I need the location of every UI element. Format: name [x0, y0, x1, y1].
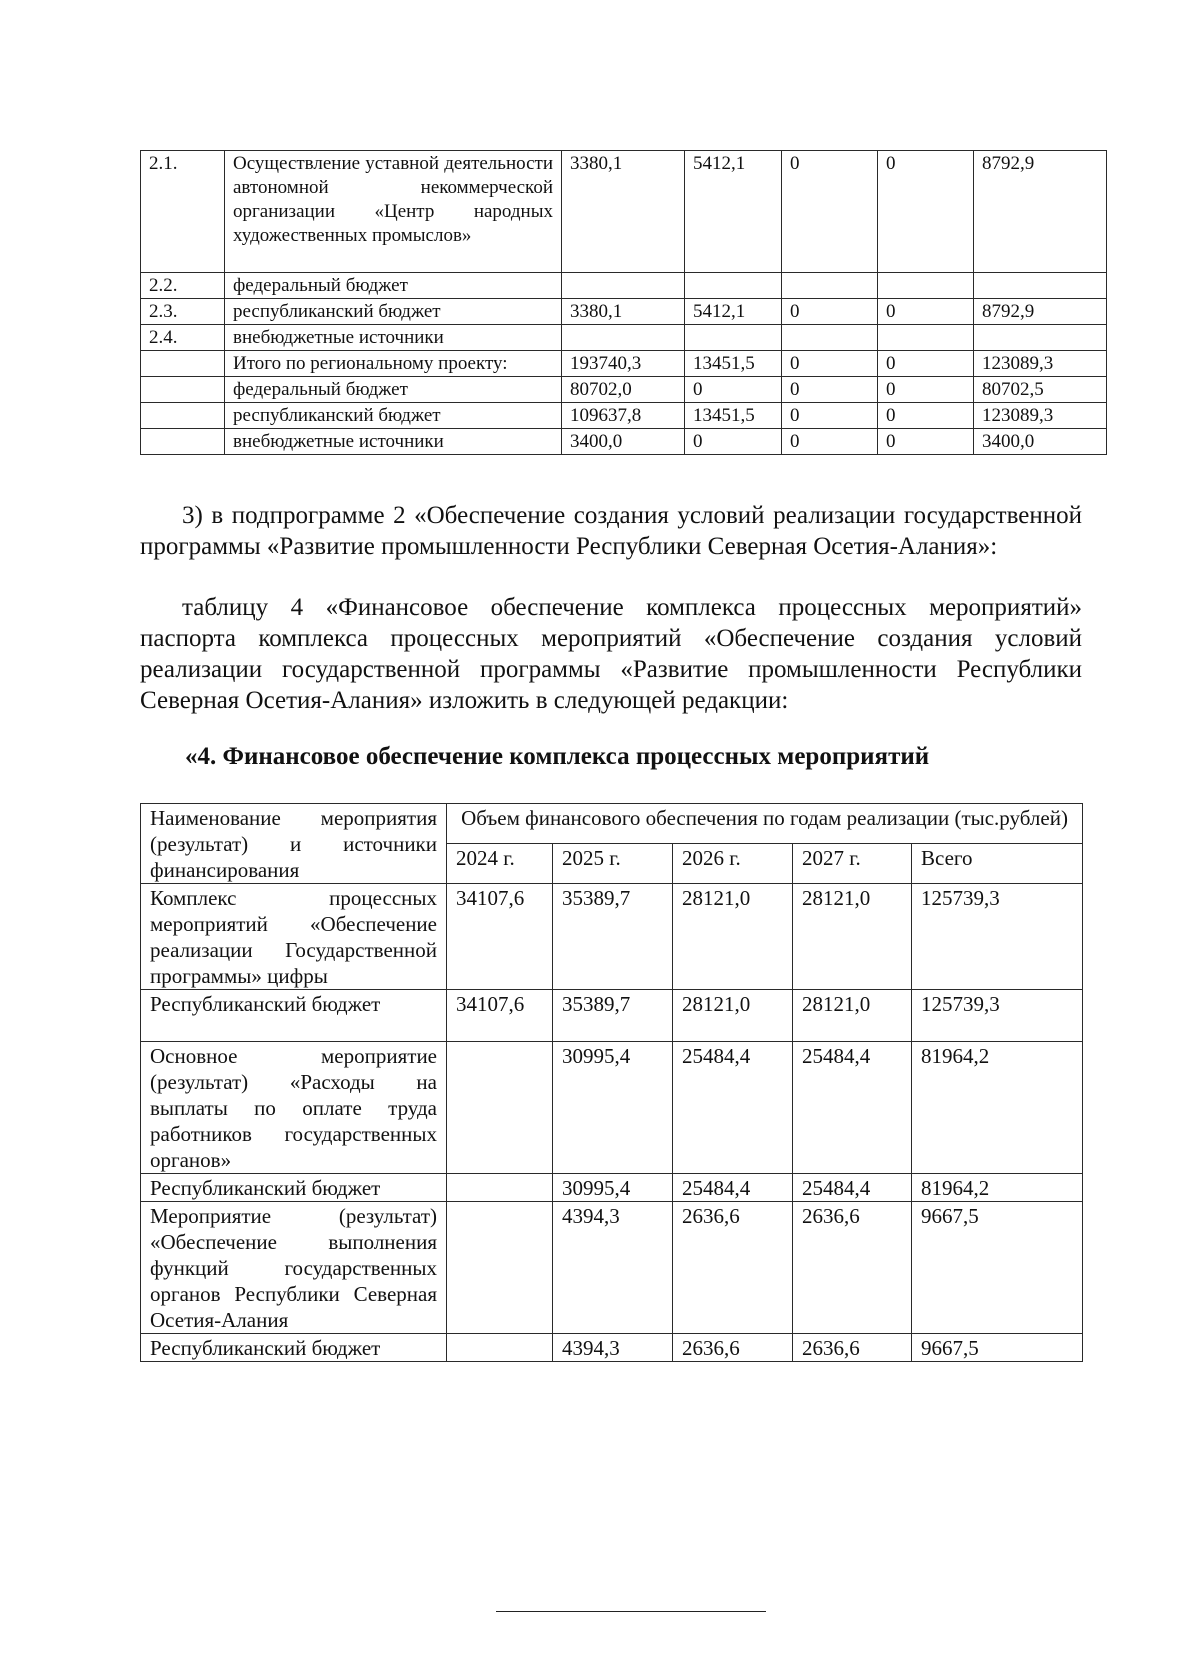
value-cell: 5412,1 [685, 299, 782, 325]
table-row [141, 884, 1083, 990]
value-cell: 25484,4 [793, 1042, 912, 1174]
value-cell: 109637,8 [562, 403, 685, 429]
row-number: 2.4. [141, 325, 225, 351]
value-cell [447, 1042, 553, 1174]
row-number [141, 403, 225, 429]
value-cell: 193740,3 [562, 351, 685, 377]
table-row [141, 1334, 1083, 1362]
value-cell: 81964,2 [912, 1174, 1083, 1202]
value-cell: 28121,0 [673, 990, 793, 1042]
value-cell: 0 [685, 377, 782, 403]
row-number [141, 377, 225, 403]
value-cell [878, 273, 974, 299]
table-row [141, 429, 1107, 455]
value-cell: 0 [878, 403, 974, 429]
funding-source: Республиканский бюджет [141, 1174, 447, 1202]
value-cell: 3380,1 [562, 299, 685, 325]
row-name: Осуществление уставной деятельности автономной некоммерческой организации «Центр народных художественных промыслов» [225, 151, 562, 273]
table-row [141, 377, 1107, 403]
activity-name: Комплекс процессных мероприятий «Обеспечение реализации Государственной программы» цифры [141, 884, 447, 990]
value-cell [562, 273, 685, 299]
value-cell: 0 [782, 351, 878, 377]
value-cell [447, 1174, 553, 1202]
table-row [141, 990, 1083, 1042]
table-row [141, 1202, 1083, 1334]
row-number: 2.1. [141, 151, 225, 273]
value-cell: 125739,3 [912, 884, 1083, 990]
value-cell: 2636,6 [793, 1202, 912, 1334]
value-cell: 3400,0 [974, 429, 1107, 455]
value-cell: 25484,4 [793, 1174, 912, 1202]
value-cell: 80702,5 [974, 377, 1107, 403]
value-cell [447, 1202, 553, 1334]
value-cell: 0 [782, 151, 878, 273]
value-cell [447, 1334, 553, 1362]
footer-divider [496, 1611, 766, 1612]
value-cell: 8792,9 [974, 151, 1107, 273]
value-cell: 9667,5 [912, 1202, 1083, 1334]
value-cell: 28121,0 [793, 884, 912, 990]
funding-source: Республиканский бюджет [141, 1334, 447, 1362]
value-cell: 0 [685, 429, 782, 455]
table-row [141, 151, 1107, 273]
row-name: внебюджетные источники [225, 429, 562, 455]
value-cell: 4394,3 [553, 1202, 673, 1334]
value-cell: 8792,9 [974, 299, 1107, 325]
value-cell [878, 325, 974, 351]
regional-project-table [140, 150, 1107, 455]
value-cell: 2636,6 [673, 1334, 793, 1362]
value-cell: 35389,7 [553, 884, 673, 990]
table-row [141, 1174, 1083, 1202]
value-cell: 123089,3 [974, 403, 1107, 429]
table-row [141, 273, 1107, 299]
amendment-paragraph-table4: таблицу 4 «Финансовое обеспечение комплекса процессных мероприятий» паспорта комплекса процессных мероприятий «Обеспечение создания условий реализации государственной программы «Развитие промышленности Республики Северная Осетия-Алания» изложить в следующей редакции: [140, 594, 1082, 714]
value-cell: 125739,3 [912, 990, 1083, 1042]
table-header-row [141, 804, 1083, 844]
value-cell: 9667,5 [912, 1334, 1083, 1362]
header-financing-volume: Объем финансового обеспечения по годам реализации (тыс.рублей) [447, 804, 1083, 844]
value-cell: 4394,3 [553, 1334, 673, 1362]
value-cell: 0 [782, 299, 878, 325]
amendment-paragraph-subprogram: 3) в подпрограмме 2 «Обеспечение создания условий реализации государственной программы «Развитие промышленности Республики Северная Осетия-Алания»: [140, 502, 1082, 560]
table-row [141, 351, 1107, 377]
row-number [141, 429, 225, 455]
value-cell: 2636,6 [673, 1202, 793, 1334]
row-name: федеральный бюджет [225, 273, 562, 299]
activity-name: Основное мероприятие (результат) «Расходы на выплаты по оплате труда работников государственных органов» [141, 1042, 447, 1174]
value-cell: 0 [782, 377, 878, 403]
row-name: внебюджетные источники [225, 325, 562, 351]
value-cell: 30995,4 [553, 1042, 673, 1174]
value-cell [685, 273, 782, 299]
value-cell: 0 [782, 429, 878, 455]
value-cell [782, 325, 878, 351]
value-cell: 35389,7 [553, 990, 673, 1042]
value-cell: 34107,6 [447, 990, 553, 1042]
value-cell [685, 325, 782, 351]
value-cell: 81964,2 [912, 1042, 1083, 1174]
value-cell: 123089,3 [974, 351, 1107, 377]
year-header: 2026 г. [673, 844, 793, 884]
row-number: 2.3. [141, 299, 225, 325]
value-cell: 3400,0 [562, 429, 685, 455]
value-cell: 0 [878, 351, 974, 377]
value-cell: 0 [878, 151, 974, 273]
value-cell: 25484,4 [673, 1174, 793, 1202]
value-cell [562, 325, 685, 351]
total-header: Всего [912, 844, 1083, 884]
activity-name: Мероприятие (результат) «Обеспечение выполнения функций государственных органов Республики Северная Осетия-Алания [141, 1202, 447, 1334]
value-cell: 3380,1 [562, 151, 685, 273]
table-row [141, 325, 1107, 351]
value-cell: 0 [878, 299, 974, 325]
value-cell: 13451,5 [685, 403, 782, 429]
row-number: 2.2. [141, 273, 225, 299]
value-cell [782, 273, 878, 299]
value-cell: 0 [878, 429, 974, 455]
value-cell: 34107,6 [447, 884, 553, 990]
year-header: 2027 г. [793, 844, 912, 884]
table-row [141, 403, 1107, 429]
row-number [141, 351, 225, 377]
row-name: республиканский бюджет [225, 299, 562, 325]
year-header: 2024 г. [447, 844, 553, 884]
table-row [141, 1042, 1083, 1174]
year-header: 2025 г. [553, 844, 673, 884]
value-cell: 28121,0 [793, 990, 912, 1042]
value-cell: 28121,0 [673, 884, 793, 990]
value-cell: 30995,4 [553, 1174, 673, 1202]
table-row [141, 299, 1107, 325]
process-activities-financing-table [140, 803, 1083, 1362]
funding-source: Республиканский бюджет [141, 990, 447, 1042]
value-cell: 2636,6 [793, 1334, 912, 1362]
value-cell: 25484,4 [673, 1042, 793, 1174]
row-name: Итого по региональному проекту: [225, 351, 562, 377]
row-name: федеральный бюджет [225, 377, 562, 403]
value-cell: 80702,0 [562, 377, 685, 403]
value-cell: 5412,1 [685, 151, 782, 273]
value-cell: 0 [878, 377, 974, 403]
value-cell [974, 325, 1107, 351]
header-activity-name: Наименование мероприятия (результат) и источники финансирования [141, 804, 447, 884]
table4-heading: «4. Финансовое обеспечение комплекса процессных мероприятий [185, 743, 930, 770]
value-cell: 13451,5 [685, 351, 782, 377]
value-cell [974, 273, 1107, 299]
value-cell: 0 [782, 403, 878, 429]
row-name: республиканский бюджет [225, 403, 562, 429]
